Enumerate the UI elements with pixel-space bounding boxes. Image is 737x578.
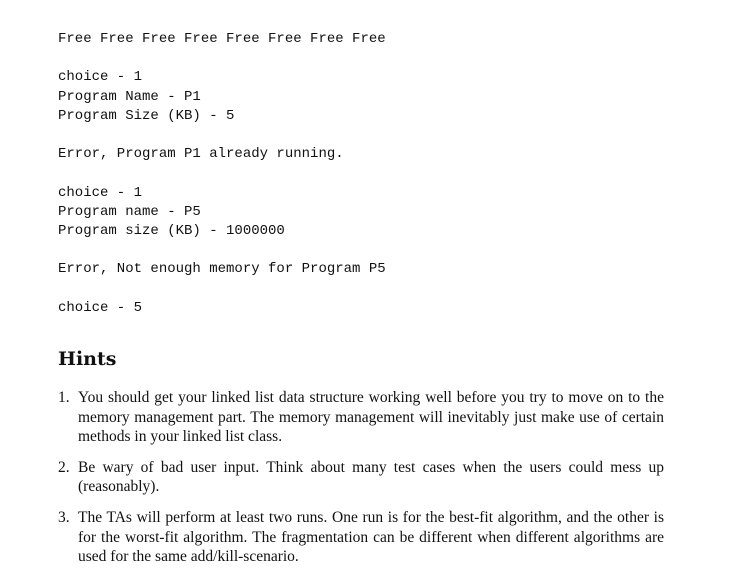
list-item-number: 3. <box>58 508 70 526</box>
program-size-line: Program Size (KB) - 5 <box>58 107 235 124</box>
list-item <box>58 458 664 497</box>
program-size-line: Program size (KB) - 1000000 <box>58 222 285 239</box>
program-name-line: Program Name - P1 <box>58 88 201 105</box>
error-line: Error, Not enough memory for Program P5 <box>58 261 386 278</box>
list-item-text: The TAs will perform at least two runs. One run is for the best-fit algorithm, and the other is for the worst-fit algorithm. The fragmentation can be different when different algorithms are used for the same add/kill-scenario. <box>78 508 664 566</box>
memory-free-line: Free Free Free Free Free Free Free Free <box>58 31 386 47</box>
choice-line: choice - 5 <box>58 299 143 316</box>
list-item <box>58 508 664 567</box>
hints-list <box>58 388 664 578</box>
list-item-number: 2. <box>58 458 70 476</box>
choice-line: choice - 1 <box>58 69 143 86</box>
list-item <box>58 388 664 447</box>
choice-line: choice - 1 <box>58 184 143 201</box>
console-output <box>58 30 678 318</box>
hints-heading: Hints <box>58 348 117 370</box>
document-page <box>58 30 678 566</box>
list-item-number: 1. <box>58 389 70 406</box>
list-item-text: You should get your linked list data structure working well before you try to move on to the memory management part. The memory management will inevitably just make use of certain methods in your linked list class. <box>78 389 664 446</box>
list-item-text: Be wary of bad user input. Think about many test cases when the users could mess up (reasonably). <box>78 458 664 496</box>
program-name-line: Program name - P5 <box>58 203 201 220</box>
error-line: Error, Program P1 already running. <box>58 146 344 163</box>
